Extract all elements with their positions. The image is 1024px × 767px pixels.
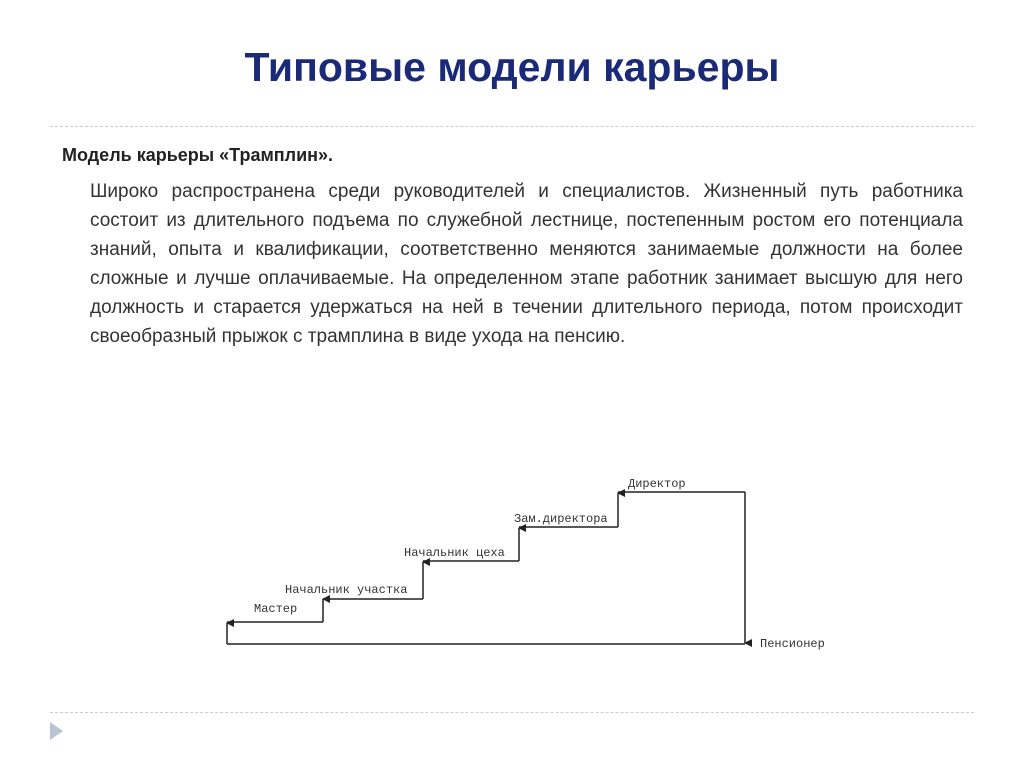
- body-paragraph: Широко распространена среди руководителей и специалистов. Жизненный путь работника состоит из длительного подъема по служебной лестнице, постепенным ростом его потенциала знаний, опыта и квалификации, соответственно меняются занимаемые должности на более сложные и лучше оплачиваемые. На определенном этапе работник занимает высшую для него должность и старается удержаться на ней в течении длительного периода, потом происходит своеобразный прыжок с трамплина в виде ухода на пенсию.: [90, 181, 963, 347]
- step-label-shop-head: Начальник цеха: [404, 546, 505, 560]
- step-label-deputy-director: Зам.директора: [514, 512, 608, 526]
- step-label-section-head: Начальник участка: [285, 583, 408, 597]
- final-label-pensioner: Пенсионер: [760, 637, 825, 651]
- triangle-right-icon[interactable]: [50, 722, 63, 740]
- step-label-director: Директор: [628, 477, 686, 491]
- slide-title: Типовые модели карьеры: [244, 44, 780, 90]
- bottom-divider: [50, 712, 974, 713]
- step-label-master: Мастер: [254, 602, 298, 616]
- section-subtitle: Модель карьеры «Трамплин».: [62, 145, 334, 165]
